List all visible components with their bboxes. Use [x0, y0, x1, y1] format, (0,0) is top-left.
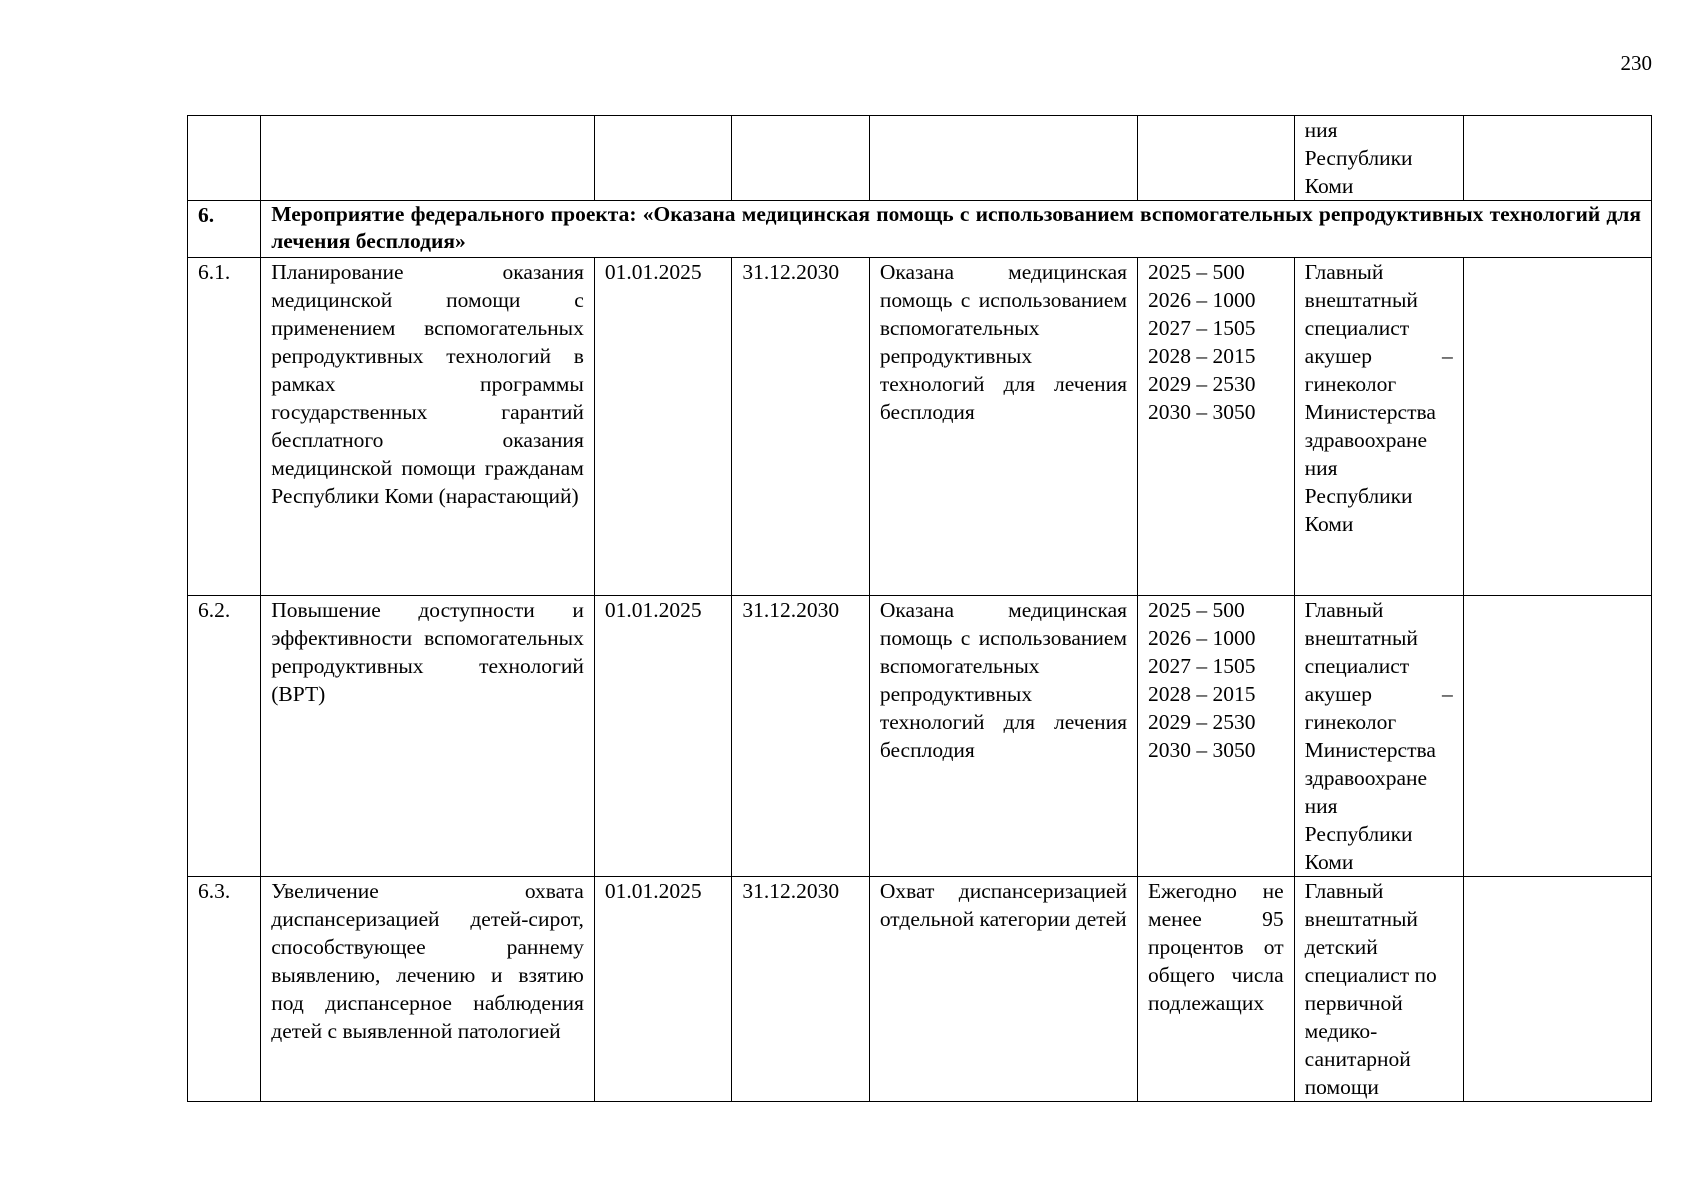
result-text: Оказана медицинская помощь с использованием вспомогательных репродуктивных технологий для лечения бесплодия [869, 258, 1137, 596]
target-value: 2029 – 2530 [1148, 710, 1256, 734]
page-number: 230 [1620, 51, 1652, 75]
responsible-line: Министерства [1304, 400, 1436, 424]
responsible [1294, 258, 1463, 596]
target-value: 2025 – 500 [1148, 598, 1245, 622]
responsible [1294, 596, 1463, 877]
end-date: 31.12.2030 [732, 877, 869, 1102]
target-value: 2030 – 3050 [1148, 738, 1256, 762]
responsible-line: внештатный [1304, 907, 1418, 931]
cell-name [261, 116, 595, 201]
section-row [188, 201, 1652, 258]
responsible-line: детский [1304, 935, 1378, 959]
responsible-line: Главный [1304, 260, 1384, 284]
responsible-line: Республики [1304, 822, 1413, 846]
target-value: 2030 – 3050 [1148, 400, 1256, 424]
section-title: Мероприятие федерального проекта: «Оказана медицинская помощь с использованием вспомогательных репродуктивных технологий для лечения бесплодия» [261, 201, 1652, 258]
end-date: 31.12.2030 [732, 258, 869, 596]
responsible-line: Коми [1304, 174, 1354, 198]
table-row [188, 877, 1652, 1102]
measure-name: Увеличение охвата диспансеризацией детей-сирот, способствующее раннему выявлению, лечению и взятию под диспансерное наблюдения детей с выявленной патологией [261, 877, 595, 1102]
measures-table [187, 115, 1652, 1102]
cell-responsible [1294, 116, 1463, 201]
responsible-line: помощи [1304, 1075, 1379, 1099]
responsible-line: гинеколог [1304, 710, 1397, 734]
responsible-line: гинеколог [1304, 372, 1397, 396]
responsible-line: внештатный [1304, 288, 1418, 312]
result-text: Оказана медицинская помощь с использованием вспомогательных репродуктивных технологий для лечения бесплодия [869, 596, 1137, 877]
table-row [188, 258, 1652, 596]
cell-result [869, 116, 1137, 201]
measure-name: Повышение доступности и эффективности вспомогательных репродуктивных технологий (ВРТ) [261, 596, 595, 877]
target-value: 2026 – 1000 [1148, 288, 1256, 312]
cell-start [594, 116, 731, 201]
responsible-line: специалист [1304, 654, 1410, 678]
responsible-line: ния [1304, 794, 1338, 818]
extra-cell [1463, 258, 1651, 596]
responsible-line: Республики [1304, 484, 1413, 508]
responsible-line: санитарной [1304, 1047, 1411, 1071]
target-value: 2027 – 1505 [1148, 316, 1256, 340]
target-value: 2028 – 2015 [1148, 344, 1256, 368]
responsible-line: ния [1304, 118, 1338, 142]
end-date: 31.12.2030 [732, 596, 869, 877]
row-number: 6.2. [188, 596, 261, 877]
measure-name: Планирование оказания медицинской помощи с применением вспомогательных репродуктивных технологий в рамках программы государственных гарантий бесплатного оказания медицинской помощи гражданам Республики Коми (нарастающий) [261, 258, 595, 596]
responsible-line: Республики [1304, 146, 1413, 170]
target-values: Ежегодно не менее 95 процентов от общего числа подлежащих [1138, 877, 1295, 1102]
target-value: 2025 – 500 [1148, 260, 1245, 284]
cell-number [188, 116, 261, 201]
responsible-line: ния [1304, 456, 1338, 480]
start-date: 01.01.2025 [594, 877, 731, 1102]
responsible-line: первичной [1304, 991, 1403, 1015]
responsible-line: акушер – [1304, 682, 1453, 706]
start-date: 01.01.2025 [594, 258, 731, 596]
responsible-line: специалист [1304, 316, 1410, 340]
row-number: 6.3. [188, 877, 261, 1102]
responsible-line: Коми [1304, 850, 1354, 874]
target-value: 2029 – 2530 [1148, 372, 1256, 396]
target-values [1138, 596, 1295, 877]
responsible-line: Коми [1304, 512, 1354, 536]
responsible-line: Министерства [1304, 738, 1436, 762]
responsible-line: Главный [1304, 598, 1384, 622]
target-value: 2027 – 1505 [1148, 654, 1256, 678]
target-values [1138, 258, 1295, 596]
extra-cell [1463, 877, 1651, 1102]
extra-cell [1463, 596, 1651, 877]
start-date: 01.01.2025 [594, 596, 731, 877]
cell-end [732, 116, 869, 201]
cell-values [1138, 116, 1295, 201]
responsible-line: медико- [1304, 1019, 1378, 1043]
section-number: 6. [188, 201, 261, 258]
responsible-line: специалист по [1304, 963, 1437, 987]
responsible-line: внештатный [1304, 626, 1418, 650]
responsible-line: Главный [1304, 879, 1384, 903]
responsible-line: здравоохране [1304, 766, 1428, 790]
responsible-line: здравоохране [1304, 428, 1428, 452]
continuation-row [188, 116, 1652, 201]
row-number: 6.1. [188, 258, 261, 596]
responsible [1294, 877, 1463, 1102]
table-row [188, 596, 1652, 877]
target-value: 2028 – 2015 [1148, 682, 1256, 706]
responsible-line: акушер – [1304, 344, 1453, 368]
cell-extra [1463, 116, 1651, 201]
result-text: Охват диспансеризацией отдельной категории детей [869, 877, 1137, 1102]
target-value: 2026 – 1000 [1148, 626, 1256, 650]
